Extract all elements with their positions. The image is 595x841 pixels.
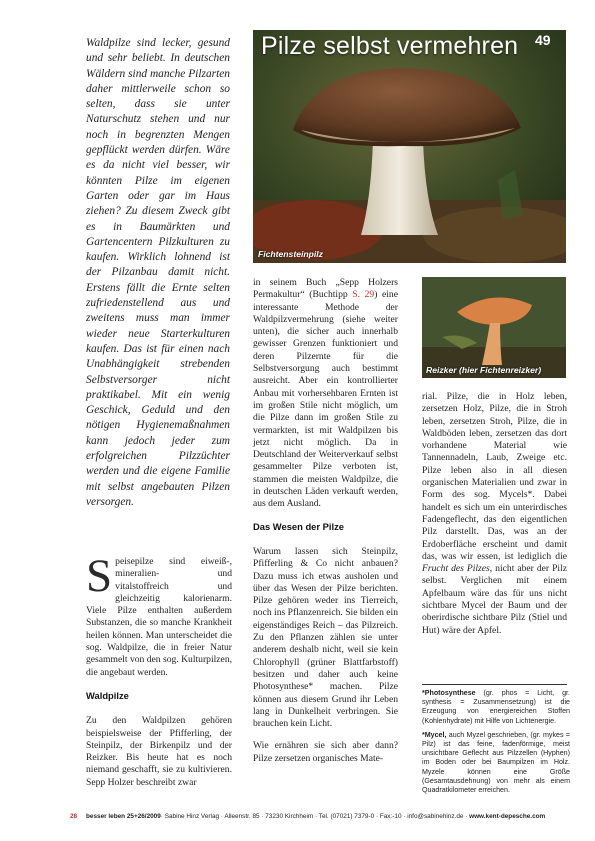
mushroom-illustration	[253, 30, 566, 263]
paragraph: Zu den Waldpilzen gehören beispielsweise der Pfifferling, der Steinpilz, der Birkenpilz und der Reizker. Bis heute hat es noch niemand geschafft, sie zu kultivieren. Sepp Holzer beschreibt zwar	[86, 715, 232, 788]
glossary	[422, 689, 570, 800]
paragraph: Wie ernähren sie sich aber dann? Pilze zersetzen organisches Mate-	[253, 740, 398, 764]
main-photo-steinpilz	[253, 30, 566, 263]
column-2	[253, 277, 398, 775]
main-photo-caption: Fichtensteinpilz	[258, 249, 323, 259]
paragraph: Warum lassen sich Steinpilz, Pfifferling & Co nicht anbauen? Dazu muss ich etwas ausholen und über das Wesen der Pilze berichten. Pilze gehören weder ins Tierreich, noch ins Pflanzenreich. Sie bilden ein eigenständiges Reich – das Pilzreich. Zu den Pflanzen zählen sie unter anderem deshalb nicht, weil sie kein Chlorophyll (grüner Blattfarbstoff) besitzen und daher auch keine Photosynthese* machen. Pilze können aus diesem Grund ihr Leben lang in Dunkelheit verbringen. Sie brauchen kein Licht.	[253, 545, 398, 730]
glossary-divider	[422, 684, 567, 685]
book-tip-link[interactable]: S. 29	[352, 289, 375, 301]
footer-page-number: 28	[70, 813, 78, 820]
mushroom-illustration	[422, 277, 566, 378]
column-1	[86, 550, 233, 800]
drop-cap: S	[86, 550, 113, 602]
subheading-waldpilze: Waldpilze	[86, 689, 129, 701]
paragraph: Speisepilze sind eiweiß-, mineralien- und vitalstoffreich und gleichzeitig kalorienarm. Viele Pilze enthalten außerdem Substanzen, die so manche Krankheit heilen können. Man unterscheidet die sog. Waldpilze, die in freier Natur gesammelt von den sog. Kulturpilzen, die angebaut werden.	[86, 550, 233, 678]
glossary-entry-mycel: *Mycel, auch Myzel geschrieben, (gr. mykes = Pilz) ist das feine, fadenförmige, meist unsichtbare Geflecht aus Pilzzellen (Hyphen) im Boden oder bei Baumpilzen im Holz. Myzele können eine Größe (Gesamtausdehnung) von mehr als einem Quadratkilometer erreichen.	[422, 730, 570, 795]
small-photo-caption: Reizker (hier Fichtenreizker)	[426, 365, 542, 375]
intro-text: Waldpilze sind lecker, gesund und sehr beliebt. In deutschen Wäldern sind manche Pilzarten daher mittlerweile schon so selten, dass sie unter Naturschutz stehen und nur noch in begrenzten Mengen gepflückt werden dürfen. Wäre es da nicht viel besser, wir könnten Pilze im eigenen Garten oder gar im Haus ziehen? Zu diesem Zweck gibt es in Baumärkten und Gartencentern Pilzkulturen zu kaufen. Wirklich lohnend ist der Pilzanbau damit nicht. Erstens fällt die Ernte selten zufriedenstellend aus und zweitens muss man immer wieder neue Starterkulturen kaufen. Das ist für einen nach Unabhängigkeit strebenden Selbstversorger nicht praktikabel. Mit ein wenig Geschick, Geduld und den nötigen Hygienemaßnahmen kann jedoch jeder zum erfolgreichen Pilzzüchter werden und die eigene Familie mit selbst angebauten Pilzen versorgen.	[86, 37, 230, 508]
article-title: Pilze selbst vermehren	[261, 32, 519, 60]
subheading-wesen: Das Wesen der Pilze	[253, 520, 345, 532]
page-number: 49	[535, 32, 551, 48]
glossary-entry-photosynthese: *Photosynthese (gr. phos = Licht, gr. synthesis = Zusammensetzung) ist die Erzeugung von energiereichen Stoffen (Kohlenhydrate) mit Hilfe von Lichtenergie.	[422, 689, 570, 725]
paragraph: rial. Pilze, die in Holz leben, zersetzen Holz, Pilze, die in Stroh leben, zersetzen Stroh, Pilze, die in Waldböden leben, zersetzen das dort vorhandene Material wie Tannennadeln, Laub, Zweige etc. Pilze leben also in all diesen organischen Materialien und zwar in Form des sog. Mycels*. Dabei handelt es sich um ein unterirdisches Fadengeflecht, das den eigentlichen Pilz darstellt. Das, was an der Erdoberfläche erscheint und damit das, was wir essen, ist lediglich die Frucht des Pilzes, nicht aber der Pilz selbst. Verglichen mit einem Apfelbaum wäre das für uns nicht sichtbare Mycel der Baum und der oberirdische sichtbare Pilz (Stiel und Hut) wäre der Apfel.	[422, 391, 567, 636]
small-photo-reizker	[422, 277, 566, 378]
footer-text: besser leben 25+26/2009· Sabine Hinz Verlag · Alleenstr. 85 · 73230 Kirchheim · Tel. (07021) 7379-0 · Fax:-10 · info@sabinehinz.de · www.kent-depesche.com	[86, 813, 546, 820]
footer-website-link[interactable]: www.kent-depesche.com	[469, 813, 546, 820]
column-3	[422, 391, 567, 648]
paragraph: in seinem Buch „Sepp Holzers Permakultur“ (Buchtipp S. 29) eine interessante Methode der Waldpilzvermehrung (siehe weiter unten), die sicher auch innerhalb gewisser Grenzen funktioniert und deren Pilzernte für die Selbstversorgung auch bestimmt ausreicht. Aber ein kontrollierter Anbau mit vorhersehbaren Ernten ist im großen Stile nicht möglich, um die Pilze dann im großen Stile zu vermarkten, ist mit Waldpilzen bis jetzt nicht möglich. Da in Deutschland der Weiterverkauf selbst gesammelter Pilze verboten ist, stammen die meisten Waldpilze, die in deutschen Läden verkauft werden, aus dem Ausland.	[253, 277, 398, 510]
